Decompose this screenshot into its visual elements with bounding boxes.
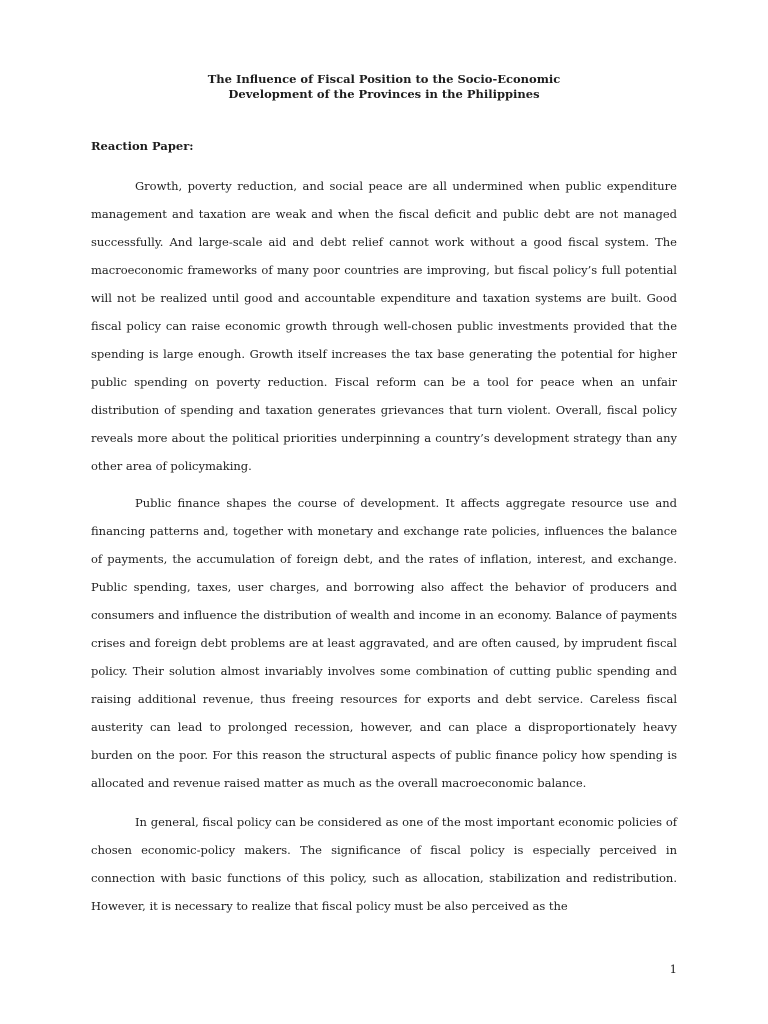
document-title xyxy=(0,72,768,102)
section-label: Reaction Paper: xyxy=(91,139,194,153)
paragraph: Public finance shapes the course of development. It affects aggregate resource use and financing patterns and, together with monetary and exchange rate policies, influences the balance of payments, the accumulation of foreign debt, and the rates of inflation, interest, and exchange. Public spending, taxes, user charges, and borrowing also affect the behavior of producers and consumers and influence the distribution of wealth and income in an economy. Balance of payments crises and foreign debt problems are at least aggravated, and are often caused, by imprudent fiscal policy. Their solution almost invariably involves some combination of cutting public spending and raising additional revenue, thus freeing resources for exports and debt service. Careless fiscal austerity can lead to prolonged recession, however, and can place a disproportionately heavy burden on the poor. For this reason the structural aspects of public finance policy how spending is allocated and revenue raised matter as much as the overall macroeconomic balance. xyxy=(91,496,677,790)
paragraph: Growth, poverty reduction, and social peace are all undermined when public expenditure management and taxation are weak and when the fiscal deficit and public debt are not managed successfully. And large-scale aid and debt relief cannot work without a good fiscal system. The macroeconomic frameworks of many poor countries are improving, but fiscal policy’s full potential will not be realized until good and accountable expenditure and taxation systems are built. Good fiscal policy can raise economic growth through well-chosen public investments provided that the spending is large enough. Growth itself increases the tax base generating the potential for higher public spending on poverty reduction. Fiscal reform can be a tool for peace when an unfair distribution of spending and taxation generates grievances that turn violent. Overall, fiscal policy reveals more about the political priorities underpinning a country’s development strategy than any other area of policymaking. xyxy=(91,179,677,473)
title-line-1: The Influence of Fiscal Position to the Socio-Economic xyxy=(207,72,561,86)
paragraph: In general, fiscal policy can be considered as one of the most important economic policies of chosen economic-policy makers. The significance of fiscal policy is especially perceived in connection with basic functions of this policy, such as allocation, stabilization and redistribution. However, it is necessary to realize that fiscal policy must be also perceived as the xyxy=(91,815,677,913)
page-number: 1 xyxy=(669,962,677,976)
title-line-2: Development of the Provinces in the Philippines xyxy=(228,87,540,101)
